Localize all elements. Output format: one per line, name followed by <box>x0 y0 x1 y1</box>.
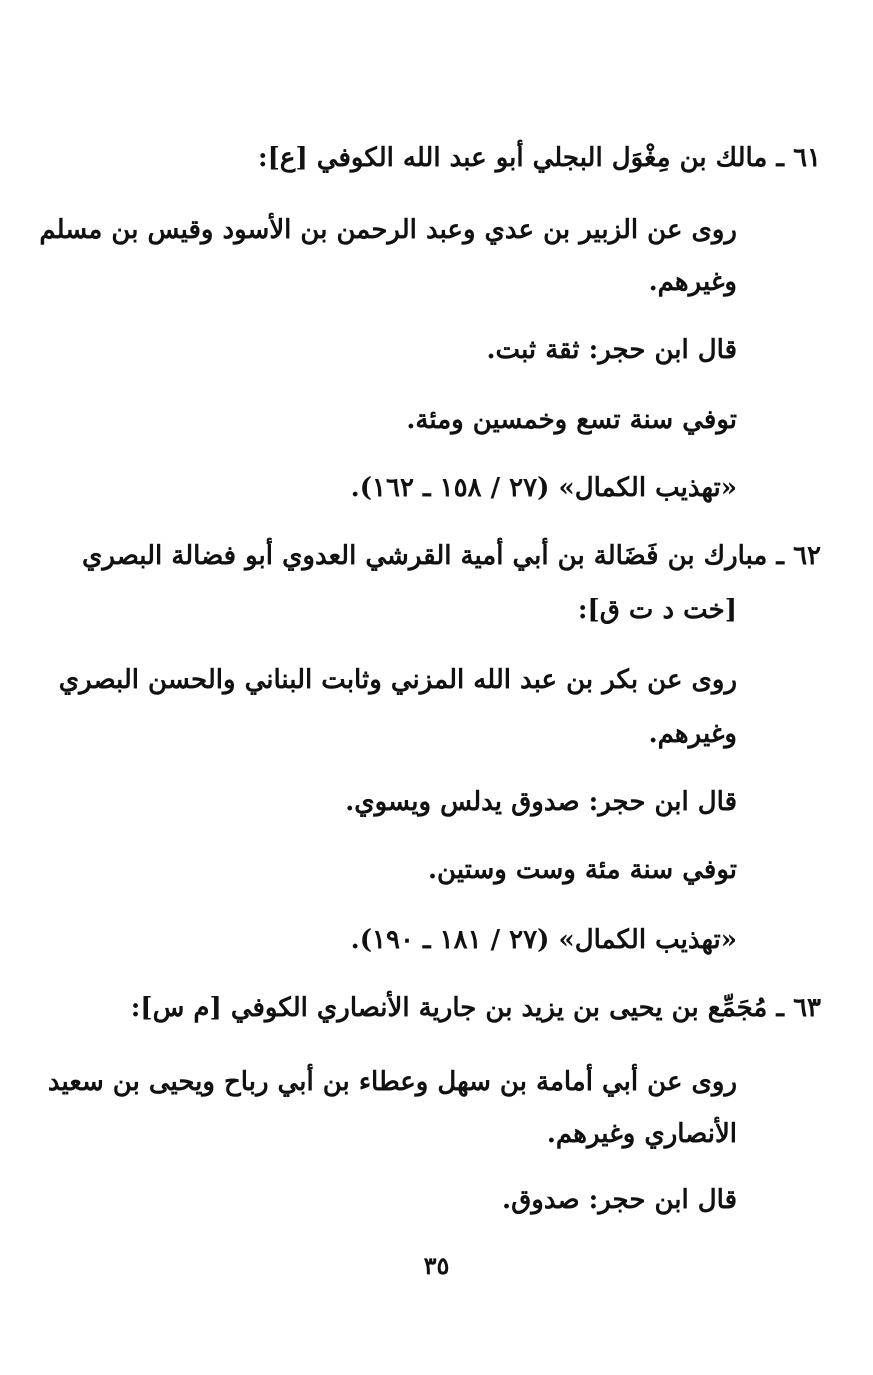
entry-62-heading-line-2: [خت د ت ق]: <box>577 595 737 625</box>
entry-62-reference: «تهذيب الكمال» (٢٧ / ١٨١ ـ ١٩٠). <box>350 925 737 955</box>
entry-62-narration-line-1: روى عن بكر بن عبد الله المزني وثابت البناني والحسن البصري <box>58 665 737 695</box>
entry-62-narration-line-2: وغيرهم. <box>648 719 737 749</box>
page-number: ٣٥ <box>423 1251 450 1280</box>
entry-61-reference: «تهذيب الكمال» (٢٧ / ١٥٨ ـ ١٦٢). <box>350 473 737 503</box>
entry-63-heading: ٦٣ ـ مُجَمِّع بن يحيى بن يزيد بن جارية الأنصاري الكوفي [م س]: <box>130 993 821 1023</box>
entry-61-grade: قال ابن حجر: ثقة ثبت. <box>486 335 737 365</box>
entry-63-narration-line-2: الأنصاري وغيرهم. <box>546 1119 737 1149</box>
entry-62-grade: قال ابن حجر: صدوق يدلس ويسوي. <box>345 787 737 817</box>
entry-62-heading-line-1: ٦٢ ـ مبارك بن فَضَالة بن أبي أمية القرشي العدوي أبو فضالة البصري <box>82 541 821 571</box>
entry-61-heading: ٦١ ـ مالك بن مِغْوَل البجلي أبو عبد الله الكوفي [ع]: <box>258 143 821 173</box>
entry-61-narration-line-1: روى عن الزبير بن عدي وعبد الرحمن بن الأسود وقيس بن مسلم <box>39 215 737 245</box>
entry-63-grade: قال ابن حجر: صدوق. <box>502 1185 737 1215</box>
entry-61-death: توفي سنة تسع وخمسين ومئة. <box>406 405 737 435</box>
entry-62-death: توفي سنة مئة وست وستين. <box>427 855 737 885</box>
entry-63-narration-line-1: روى عن أبي أمامة بن سهل وعطاء بن أبي رباح ويحيى بن سعيد <box>47 1067 737 1097</box>
entry-61-narration-line-2: وغيرهم. <box>648 267 737 297</box>
